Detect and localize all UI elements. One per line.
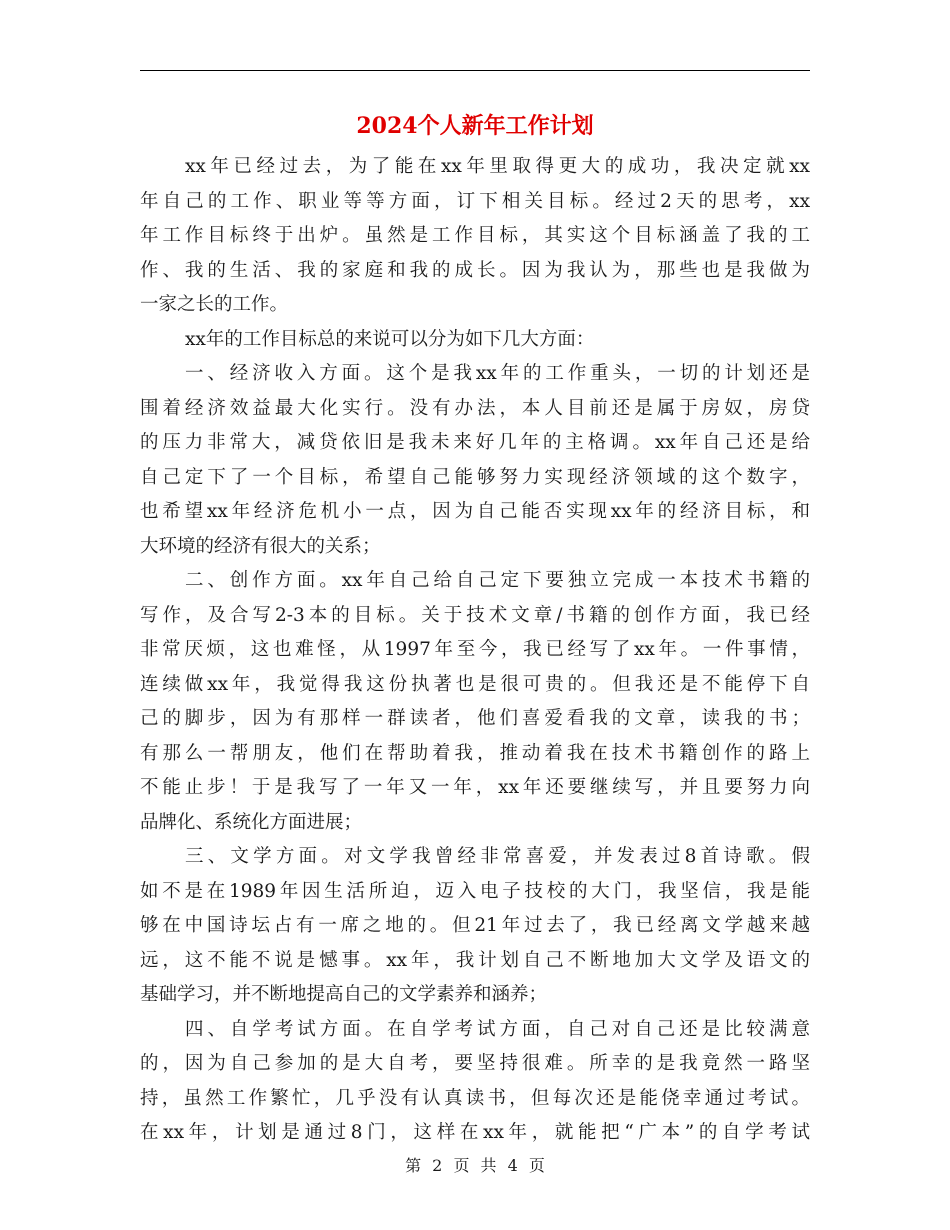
text-line: 非常厌烦，这也难怪，从1997年至今，我已经写了xx年。一件事情， bbox=[140, 639, 810, 660]
document-body bbox=[140, 150, 810, 1151]
text-line: 连续做xx年，我觉得我这份执著也是很可贵的。但我还是不能停下自 bbox=[140, 673, 810, 695]
text-line: 年自己的工作、职业等等方面，订下相关目标。经过2天的思考，xx bbox=[140, 190, 810, 212]
text-line: 有那么一帮朋友，他们在帮助着我，推动着我在技术书籍创作的路上 bbox=[140, 742, 810, 764]
text-line: 够在中国诗坛占有一席之地的。但21年过去了，我已经离文学越来越 bbox=[140, 915, 810, 936]
text-line: 己的脚步，因为有那样一群读者，他们喜爱看我的文章，读我的书； bbox=[140, 708, 810, 729]
text-line: 二、创作方面。xx年自己给自己定下要独立完成一本技术书籍的 bbox=[185, 570, 810, 591]
page-footer: 第 2 页 共 4 页 bbox=[405, 1156, 545, 1175]
text-line: 写作，及合写2-3本的目标。关于技术文章/书籍的创作方面，我已经 bbox=[140, 604, 810, 626]
text-line: 一家之长的工作。 bbox=[140, 294, 289, 315]
text-line: 的压力非常大，减贷依旧是我未来好几年的主格调。xx年自己还是给 bbox=[140, 432, 810, 453]
text-line: xx年的工作目标总的来说可以分为如下几大方面： bbox=[185, 328, 595, 350]
text-line: 在xx年，计划是通过8门，这样在xx年，就能把“广本”的自学考试 bbox=[140, 1122, 810, 1143]
text-line: 持，虽然工作繁忙，几乎没有认真读书，但每次还是能侥幸通过考试。 bbox=[140, 1087, 810, 1109]
text-line: 围着经济效益最大化实行。没有办法，本人目前还是属于房奴，房贷 bbox=[140, 397, 810, 419]
text-line: 品牌化、系统化方面进展； bbox=[140, 811, 363, 833]
text-line: 自己定下了一个目标，希望自己能够努力实现经济领域的这个数字， bbox=[140, 466, 810, 488]
header-rule bbox=[140, 70, 810, 71]
text-line: 远，这不能不说是憾事。xx年，我计划自己不断地加大文学及语文的 bbox=[140, 949, 810, 971]
text-line: 一、经济收入方面。这个是我xx年的工作重头，一切的计划还是 bbox=[185, 363, 810, 384]
text-line: xx年已经过去，为了能在xx年里取得更大的成功，我决定就xx bbox=[185, 156, 810, 177]
text-line: 的，因为自己参加的是大自考，要坚持很难。所幸的是我竟然一路坚 bbox=[140, 1053, 810, 1074]
text-line: 如不是在1989年因生活所迫，迈入电子技校的大门，我坚信，我是能 bbox=[140, 880, 810, 902]
text-line: 也希望xx年经济危机小一点，因为自己能否实现xx年的经济目标，和 bbox=[140, 501, 810, 522]
text-line: 作、我的生活、我的家庭和我的成长。因为我认为，那些也是我做为 bbox=[140, 259, 810, 281]
text-line: 不能止步！于是我写了一年又一年，xx年还要继续写，并且要努力向 bbox=[140, 777, 810, 798]
text-line: 大环境的经济有很大的关系； bbox=[140, 535, 381, 557]
text-line: 三、文学方面。对文学我曾经非常喜爱，并发表过8首诗歌。假 bbox=[185, 846, 810, 867]
document-title: 2024个人新年工作计划 bbox=[356, 113, 594, 139]
text-line: 年工作目标终于出炉。虽然是工作目标，其实这个目标涵盖了我的工 bbox=[140, 225, 810, 246]
text-line: 基础学习，并不断地提高自己的文学素养和涵养； bbox=[140, 984, 548, 1005]
text-line: 四、自学考试方面。在自学考试方面，自己对自己还是比较满意 bbox=[185, 1018, 810, 1040]
